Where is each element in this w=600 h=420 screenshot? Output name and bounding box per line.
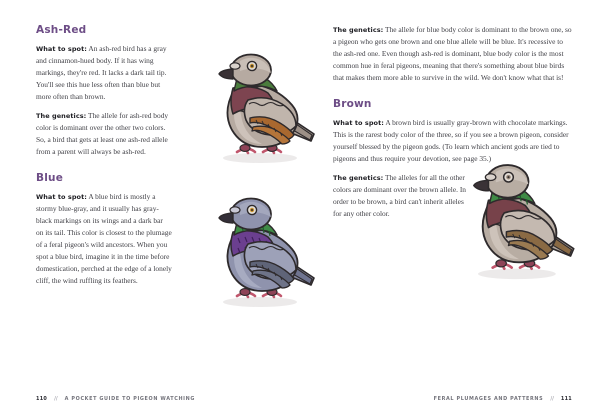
section-brown — [333, 98, 572, 227]
ash-red-what-to-spot — [36, 43, 172, 103]
lead-in-what-to-spot: What to spot: — [36, 45, 87, 53]
section-blue — [36, 172, 280, 287]
brown-what-to-spot — [333, 117, 573, 165]
lead-in-the-genetics: The genetics: — [333, 26, 384, 34]
lead-in-what-to-spot: What to spot: — [36, 192, 87, 201]
ash-red-what-to-spot-text: An ash-red bird has a gray and cinnamon-hued body. If it has wing markings, they're red. It lacks a dark tail tip. You'll see this hue less often than blue but more often than brown. — [36, 44, 167, 101]
footer-left-page — [36, 396, 195, 402]
running-head-left: A POCKET GUIDE TO PIGEON WATCHING — [64, 396, 196, 402]
blue-the-genetics — [333, 24, 573, 84]
lead-in-the-genetics: The genetics: — [36, 111, 87, 120]
page-number-left: 110 — [36, 396, 48, 402]
footer-separator: // — [54, 396, 58, 402]
lead-in-the-genetics: The genetics: — [333, 173, 384, 182]
lead-in-what-to-spot: What to spot: — [333, 118, 384, 127]
brown-the-genetics — [333, 172, 469, 220]
blue-what-to-spot — [36, 191, 172, 287]
blue-the-genetics-text: The allele for blue body color is dominant to the brown one, so a pigeon who gets one brown and one blue allele will be blue. It's recessive to the ash-red one. Even though ash-red is dominant, blue body color is the most common hue in feral pigeons, meaning that there's something about blue birds that makes them more able to survive in the wild. We don't know what that is! — [333, 25, 572, 82]
right-page — [300, 0, 600, 420]
section-ash-red — [36, 24, 280, 158]
ash-red-the-genetics-text: The allele for ash-red body color is dominant over the other two colors. So, a bird that gets at least one ash-red allele from a parent will always be ash-red. — [36, 110, 169, 156]
heading-brown: Brown — [333, 97, 372, 110]
brown-pigeon-illustration — [458, 146, 580, 284]
footer-right-page — [434, 396, 572, 402]
ash-red-the-genetics — [36, 110, 172, 158]
heading-blue: Blue — [36, 171, 64, 184]
page-number-right: 111 — [560, 396, 572, 402]
running-head-right: FERAL PLUMAGES AND PATTERNS — [433, 396, 544, 402]
brown-genetics-with-figure — [333, 172, 572, 227]
brown-what-to-spot-text: A brown bird is usually gray-brown with chocolate markings. This is the rarest body color of the three, so if you see a brown pigeon, consider yourself blessed by the pigeon gods. (To learn which ancient gods are tied to pigeons and thus require your devotion, see page 35.) — [333, 117, 569, 163]
heading-ash-red: Ash-Red — [36, 24, 87, 36]
footer-separator: // — [550, 396, 554, 402]
brown-the-genetics-text: The alleles for all the other colors are dominant over the brown allele. In order to be brown, a bird can't inherit alleles for any other color. — [333, 172, 466, 218]
blue-what-to-spot-text: A blue bird is mostly a stormy blue-gray, and it usually has gray-black markings on its wings and a dark bar on its tail. This color is closest to the plumage of a feral pigeon's wild ancestors. When you spot a blue bird, imagine it in the time before domestication, perched at the edge of a lonely cliff, the wind ruffling its feathers. — [36, 191, 172, 285]
